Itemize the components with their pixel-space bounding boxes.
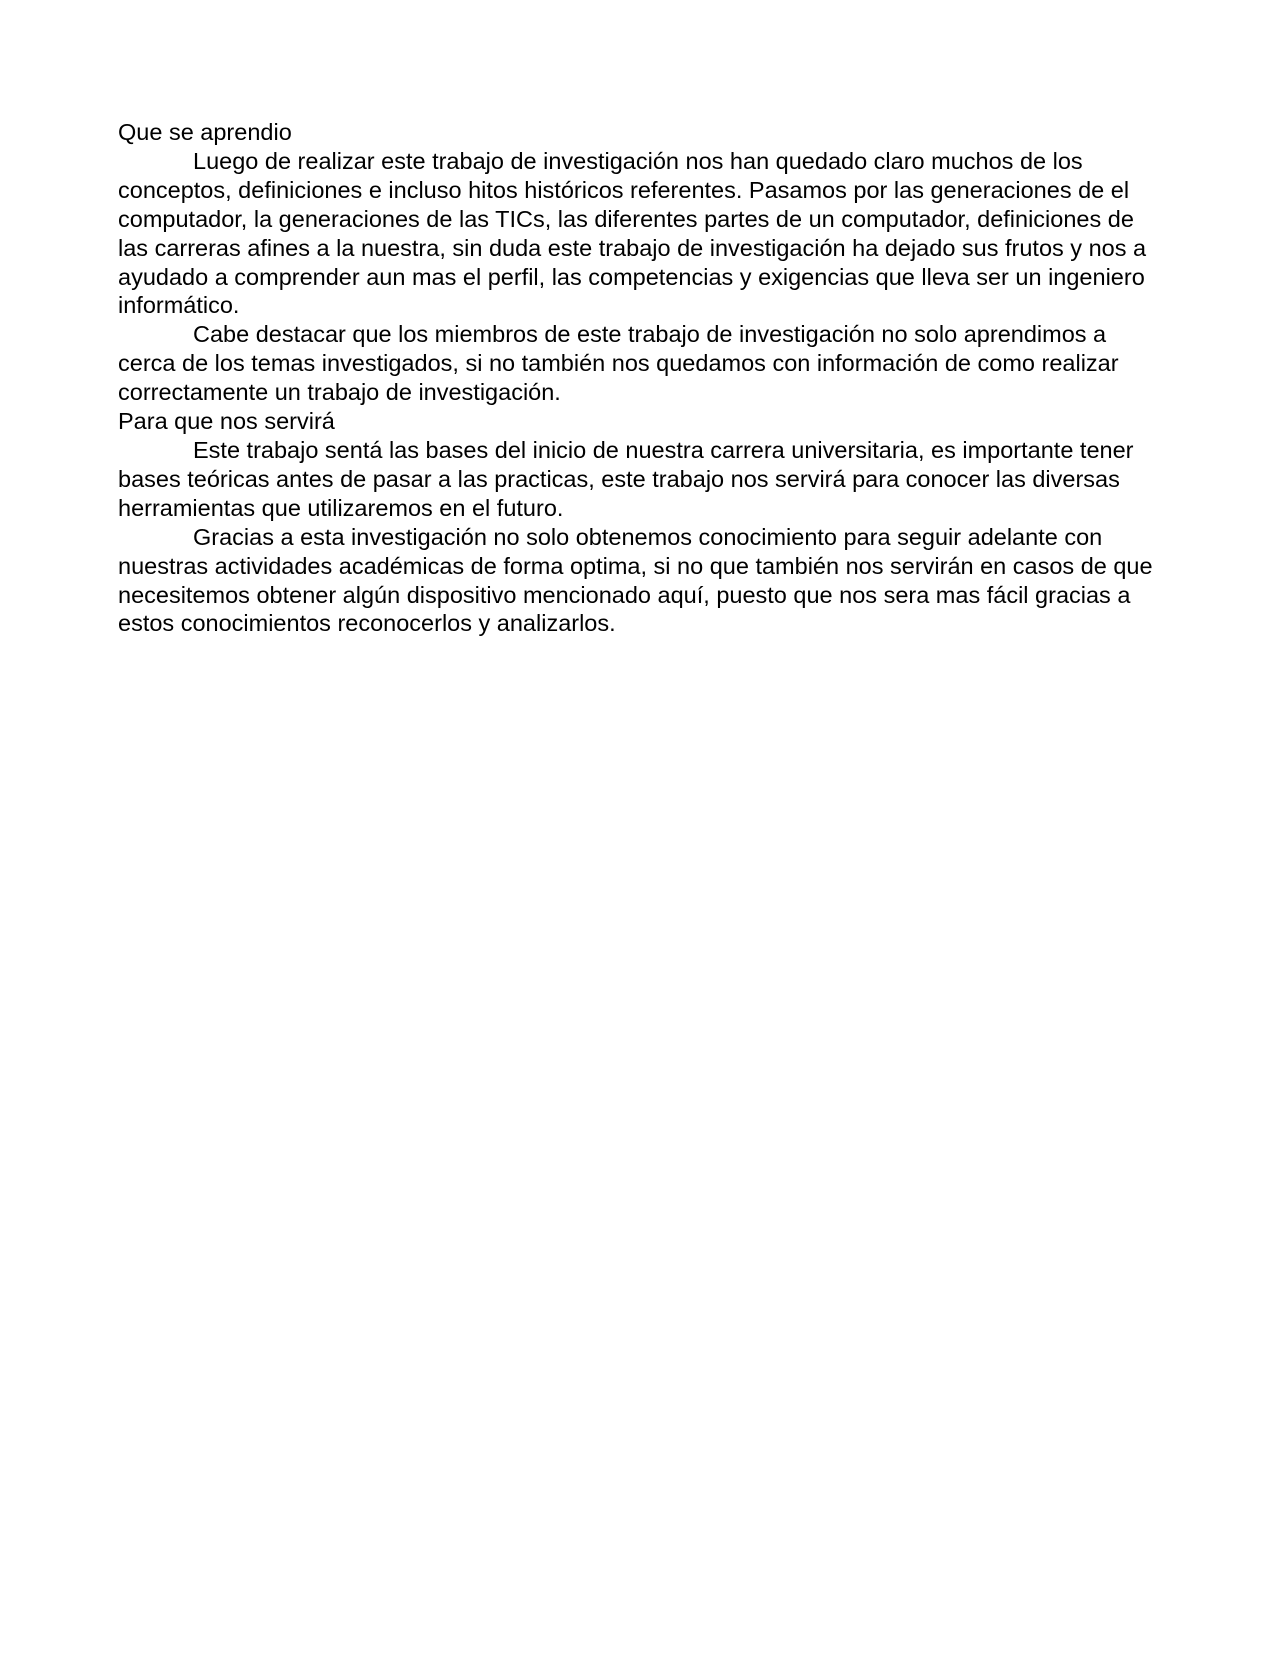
paragraph: Gracias a esta investigación no solo obtenemos conocimiento para seguir adelante con nuestras actividades académicas de forma optima, si no que también nos servirán en casos de que necesitemos obtener algún dispositivo mencionado aquí, puesto que nos sera mas fácil gracias a estos conocimientos reconocerlos y analizarlos.: [118, 523, 1153, 637]
paragraph: Luego de realizar este trabajo de investigación nos han quedado claro muchos de los conceptos, definiciones e incluso hitos históricos referentes. Pasamos por las generaciones de el computador, la generaciones de las TICs, las diferentes partes de un computador, definiciones de las carreras afines a la nuestra, sin duda este trabajo de investigación ha dejado sus frutos y nos a ayudado a comprender aun mas el perfil, las competencias y exigencias que lleva ser un ingeniero informático.: [118, 147, 1147, 319]
document-body: [118, 118, 1163, 638]
section-heading-para-que-nos-servira: Para que nos servirá: [118, 408, 335, 435]
section-heading-que-se-aprendio: Que se aprendio: [118, 119, 292, 145]
paragraph: Cabe destacar que los miembros de este trabajo de investigación no solo aprendimos a cerca de los temas investigados, si no también nos quedamos con información de como realizar correctamente un trabajo de investigación.: [118, 321, 1119, 406]
paragraph: Este trabajo sentá las bases del inicio de nuestra carrera universitaria, es importante tener bases teóricas antes de pasar a las practicas, este trabajo nos servirá para conocer las diversas herramientas que utilizaremos en el futuro.: [118, 436, 1134, 521]
